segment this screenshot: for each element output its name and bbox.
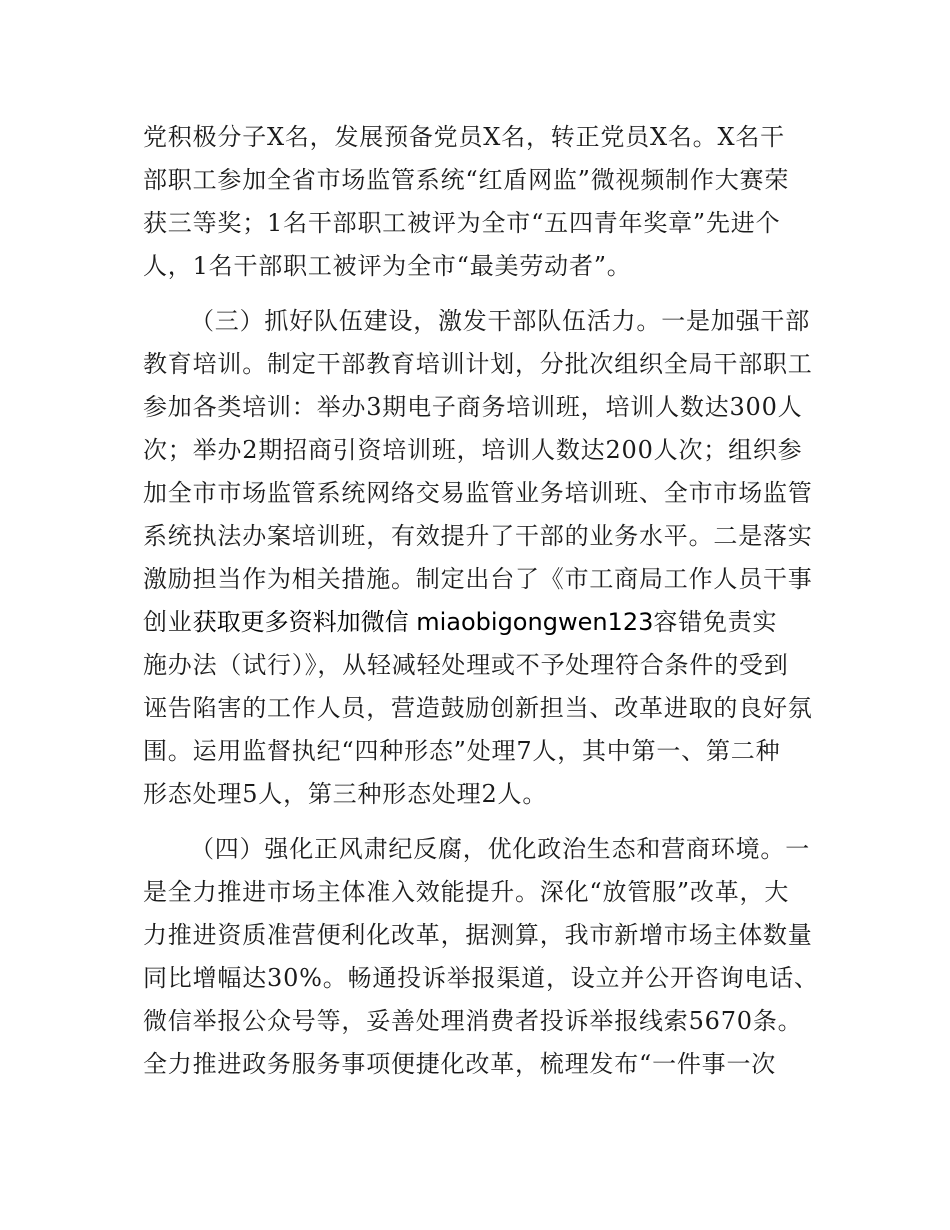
- text-line: 微信举报公众号等，妥善处理消费者投诉举报线索5670条。: [143, 1007, 803, 1035]
- text-line: 获三等奖；1名干部职工被评为全市“五四青年奖章”先进个: [143, 209, 781, 237]
- text-prefix: 创业: [143, 608, 193, 636]
- text-line: 全力推进政务服务事项便捷化改革，梳理发布“一件事一次: [143, 1050, 777, 1078]
- watermark-text: 获取更多资料加微信 miaobigongwen123: [192, 608, 654, 636]
- text-line: 激励担当作为相关措施。制定出台了《市工商局工作人员干事: [143, 565, 813, 593]
- text-line: 施办法（试行）》，从轻减轻处理或不予处理符合条件的受到: [143, 651, 789, 679]
- text-line-with-watermark: [143, 607, 777, 637]
- text-line: 同比增幅达30%。畅通投诉举报渠道，设立并公开咨询电话、: [143, 964, 819, 992]
- text-line: 参加各类培训：举办3期电子商务培训班，培训人数达300人: [143, 393, 803, 421]
- text-line: 加全市市场监管系统网络交易监管业务培训班、全市市场监管: [143, 479, 813, 507]
- text-line: 部职工参加全省市场监管系统“红盾网监”微视频制作大赛荣: [143, 166, 790, 194]
- text-line: 党积极分子X名，发展预备党员X名，转正党员X名。X名干: [143, 123, 785, 151]
- text-line: 人，1名干部职工被评为全市“最美劳动者”。: [143, 252, 632, 280]
- text-suffix: 容错免责实: [653, 608, 778, 636]
- text-line: 形态处理5人，第三种形态处理2人。: [143, 780, 548, 808]
- text-line: 次；举办2期招商引资培训班，培训人数达200人次；组织参: [143, 436, 803, 464]
- text-line: 围。运用监督执纪“四种形态”处理7人，其中第一、第二种: [143, 737, 781, 765]
- text-line: 诬告陷害的工作人员，营造鼓励创新担当、改革进取的良好氛: [143, 694, 813, 722]
- text-line: 教育培训。制定干部教育培训计划，分批次组织全局干部职工: [143, 350, 813, 378]
- paragraph-heading-4: （四）强化正风肃纪反腐，优化政治生态和营商环境。一: [190, 835, 810, 863]
- text-line: 系统执法办案培训班，有效提升了干部的业务水平。二是落实: [143, 522, 813, 550]
- text-line: 是全力推进市场主体准入效能提升。深化“放管服”改革，大: [143, 878, 790, 906]
- text-line: 力推进资质准营便利化改革，据测算，我市新增市场主体数量: [143, 921, 813, 949]
- paragraph-heading-3: （三）抓好队伍建设，激发干部队伍活力。一是加强干部: [190, 307, 810, 335]
